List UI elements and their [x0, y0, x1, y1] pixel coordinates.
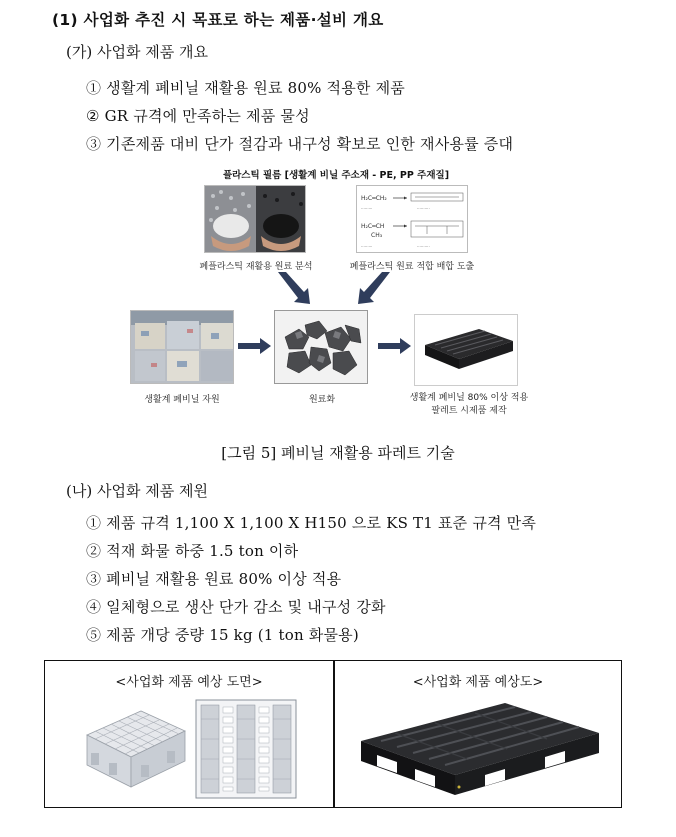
section-a-item-3: ③ 기존제품 대비 단가 절감과 내구성 확보로 인한 재사용률 증대	[86, 135, 514, 153]
caption-material-analysis: 폐플라스틱 재활용 원료 분석	[199, 262, 313, 272]
figure-title: [그림 5] 폐비닐 재활용 파레트 기술	[221, 444, 455, 462]
section-b-title: (나) 사업화 제품 제원	[66, 482, 208, 500]
section-heading: (1) 사업화 추진 시 목표로 하는 제품·설비 개요	[52, 11, 384, 29]
chem-ethylene: H₂C═CH₂	[361, 195, 387, 202]
figure-top-label: 플라스틱 필름 [생활계 비닐 주소재 - PE, PP 주재질]	[222, 170, 450, 181]
caption-mix-design: 폐플라스틱 원료 적합 배합 도출	[349, 262, 475, 272]
section-b-item-5: ⑤ 제품 개당 중량 15 kg (1 ton 화물용)	[86, 626, 359, 644]
section-a-item-2: ② GR 규격에 만족하는 제품 물성	[86, 107, 310, 125]
pallet-isometric-drawing	[81, 695, 191, 803]
section-a-title: (가) 사업화 제품 개요	[66, 43, 208, 61]
waste-bales-image	[131, 311, 234, 384]
caption-raw-material: 원료화	[308, 395, 336, 405]
caption-waste-resource: 생활계 폐비닐 자원	[144, 395, 220, 405]
chem-propylene: H₂C═CH	[361, 223, 385, 230]
arrow-right-icon	[378, 337, 412, 355]
caption-product-line-1: 생활계 폐비닐 80% 이상 적용	[409, 393, 529, 403]
table-right-caption: <사업화 제품 예상도>	[412, 675, 544, 690]
section-b-item-3: ③ 폐비닐 재활용 원료 80% 이상 적용	[86, 570, 342, 588]
hands-pellets-image	[205, 186, 306, 253]
waste-vinyl-photo	[130, 310, 234, 384]
caption-product-line-2: 팔레트 시제품 제작	[431, 406, 507, 416]
pallet-render-image	[355, 689, 605, 805]
chem-methyl: CH₃	[371, 232, 383, 239]
chemical-formula-diagram	[356, 185, 468, 253]
raw-pellets-image	[275, 311, 368, 384]
converging-arrows	[270, 270, 400, 310]
section-b-item-4: ④ 일체형으로 생산 단가 감소 및 내구성 강화	[86, 598, 386, 616]
product-drawing-table	[44, 660, 622, 808]
arrow-down-left-icon	[358, 272, 390, 304]
arrow-down-right-icon	[278, 272, 310, 304]
polymer-structure-image	[357, 186, 468, 253]
svg-text:·········: ·········	[361, 244, 373, 249]
pellet-analysis-photo	[204, 185, 306, 253]
raw-material-photo	[274, 310, 368, 384]
pallet-top-view-drawing	[195, 699, 297, 799]
svg-text:·········: ·········	[361, 206, 373, 211]
section-b-item-1: ① 제품 규격 1,100 X 1,100 X H150 으로 KS T1 표준 규격 만족	[86, 514, 537, 532]
section-a-item-1: ① 생활계 폐비닐 재활용 원료 80% 적용한 제품	[86, 79, 405, 97]
svg-text:··········: ··········	[417, 206, 430, 211]
svg-text:··········: ··········	[417, 244, 430, 249]
arrow-right-icon	[238, 337, 272, 355]
section-b-item-2: ② 적재 화물 하중 1.5 ton 이하	[86, 542, 299, 560]
pallet-image	[415, 315, 518, 386]
pallet-prototype-photo	[414, 314, 518, 386]
table-left-caption: <사업화 제품 예상 도면>	[115, 675, 263, 690]
